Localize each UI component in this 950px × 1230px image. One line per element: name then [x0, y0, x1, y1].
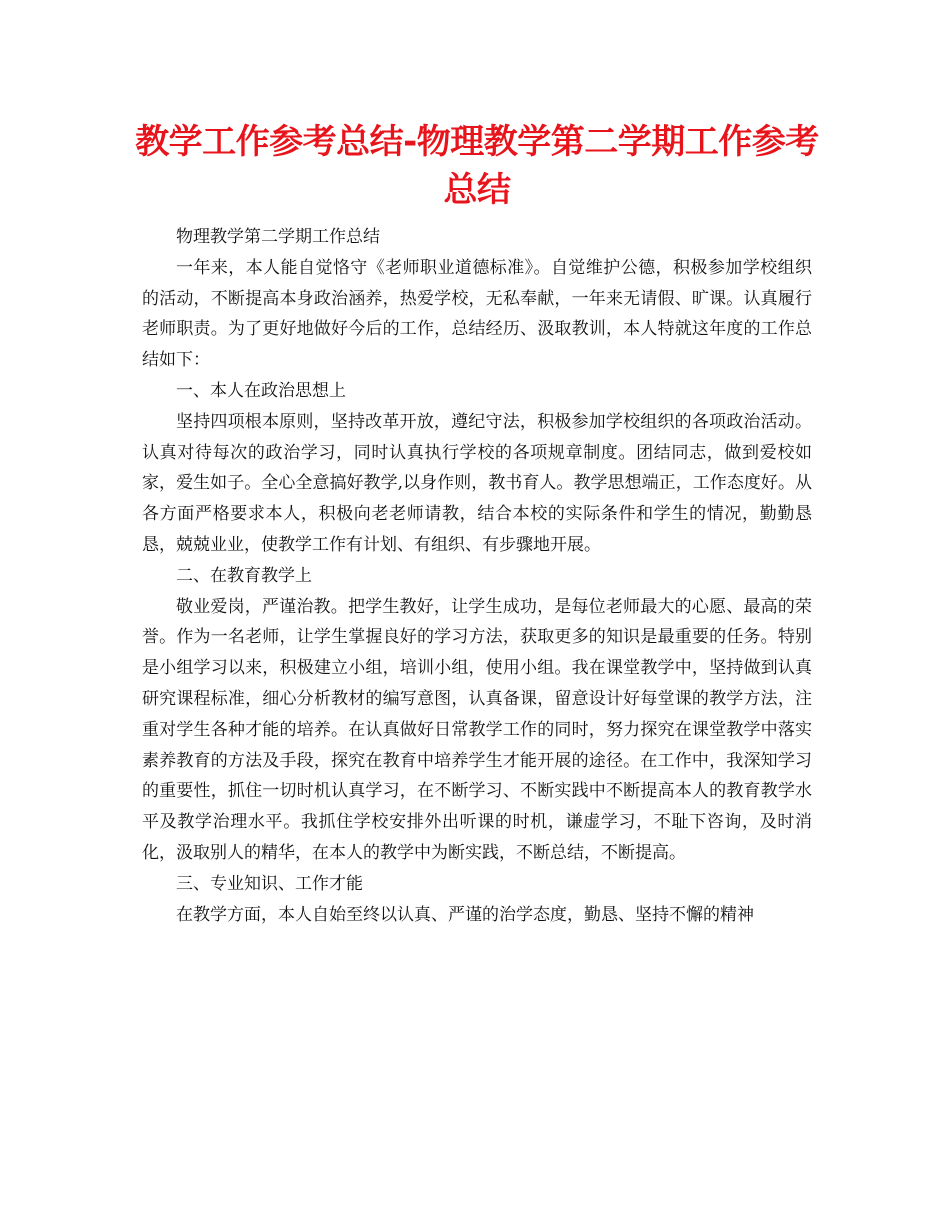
- section-heading-teaching: 二、在教育教学上: [176, 565, 312, 586]
- section-heading-politics: 一、本人在政治思想上: [176, 380, 346, 401]
- document-page: [135, 118, 819, 930]
- paragraph-teaching: 敬业爱岗，严谨治教。把学生教好，让学生成功，是每位老师最大的心愿、最高的荣誉。作为一名老师，让学生掌握良好的学习方法，获取更多的知识是最重要的任务。特别是小组学习以来，积极建立小组，培训小组，使用小组。我在课堂教学中，坚持做到认真研究课程标准，细心分析教材的编写意图，认真备课，留意设计好每堂课的教学方法，注重对学生各种才能的培养。在认真做好日常教学工作的同时，努力探究在课堂教学中落实素养教育的方法及手段，探究在教育中培养学生才能开展的途径。在工作中，我深知学习的重要性，抓住一切时机认真学习，在不断学习、不断实践中不断提高本人的教育教学水平及教学治理水平。我抓住学校安排外出听课的时机，谦虚学习，不耻下咨询，及时消化，汲取别人的精华，在本人的教学中为断实践，不断总结，不断提高。: [142, 596, 812, 863]
- paragraph-politics: 坚持四项根本原则，坚持改革开放，遵纪守法，积极参加学校组织的各项政治活动。认真对待每次的政治学习，同时认真执行学校的各项规章制度。团结同志，做到爱校如家，爱生如子。全心全意搞好教学,以身作则，教书育人。教学思想端正，工作态度好。从各方面严格要求本人，积极向老老师请教，结合本校的实际条件和学生的情况，勤勤恳恳，兢兢业业，使教学工作有计划、有组织、有步骤地开展。: [142, 411, 812, 555]
- section-heading-skills: 三、专业知识、工作才能: [176, 873, 363, 894]
- paragraph-skills: 在教学方面，本人自始至终以认真、严谨的治学态度，勤恳、坚持不懈的精神: [176, 904, 754, 925]
- document-title: 教学工作参考总结-物理教学第二学期工作参考总结: [135, 122, 819, 210]
- paragraph-intro: 一年来，本人能自觉恪守《老师职业道德标准》。自觉维护公德，积极参加学校组织的活动，不断提高本身政治涵养，热爱学校，无私奉献，一年来无请假、旷课。认真履行老师职责。为了更好地做好今后的工作，总结经历、汲取教训，本人特就这年度的工作总结如下：: [142, 257, 812, 371]
- paragraph-subtitle: 物理教学第二学期工作总结: [176, 227, 380, 247]
